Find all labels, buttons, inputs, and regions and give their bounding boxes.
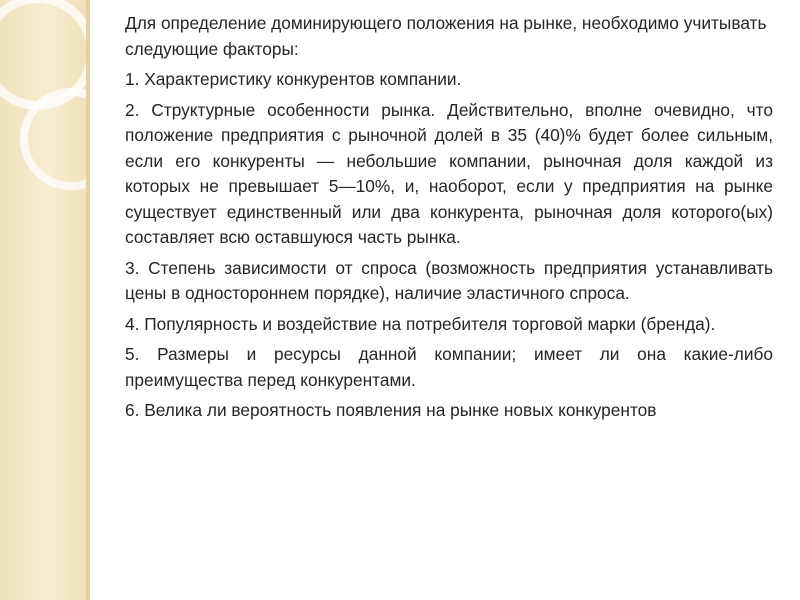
factor-4: 4. Популярность и воздействие на потребителя торговой марки (бренда). <box>125 313 716 334</box>
factor-5: 5. Размеры и ресурсы данной компании; имеет ли она какие-либо преимущества перед конкурентами. <box>125 344 773 390</box>
slide-text-body <box>125 11 773 429</box>
factor-3: 3. Степень зависимости от спроса (возможность предприятия устанавливать цены в одностороннем порядке), наличие эластичного спроса. <box>125 257 773 303</box>
intro-paragraph: Для определение доминирующего положения на рынке, необходимо учитывать следующие факторы: <box>125 13 767 59</box>
side-band-edge <box>86 0 90 600</box>
factor-6: 6. Велика ли вероятность появления на рынке новых конкурентов <box>125 400 657 420</box>
factor-1: 1. Характеристику конкурентов компании. <box>125 69 462 89</box>
decorative-side-band <box>0 0 88 600</box>
factor-2: 2. Структурные особенности рынка. Действительно, вполне очевидно, что положение предприятия с рыночной долей в 35 (40)% будет более сильным, если его конкуренты — небольшие компании, рыночная доля каждой из которых не превышает 5—10%, и, наоборот, если у предприятия на рынке существует единственный или два конкурента, рыночная доля которого(ых) составляет всю оставшуюся часть рынка. <box>125 99 773 247</box>
decorative-ring-middle <box>20 88 122 190</box>
